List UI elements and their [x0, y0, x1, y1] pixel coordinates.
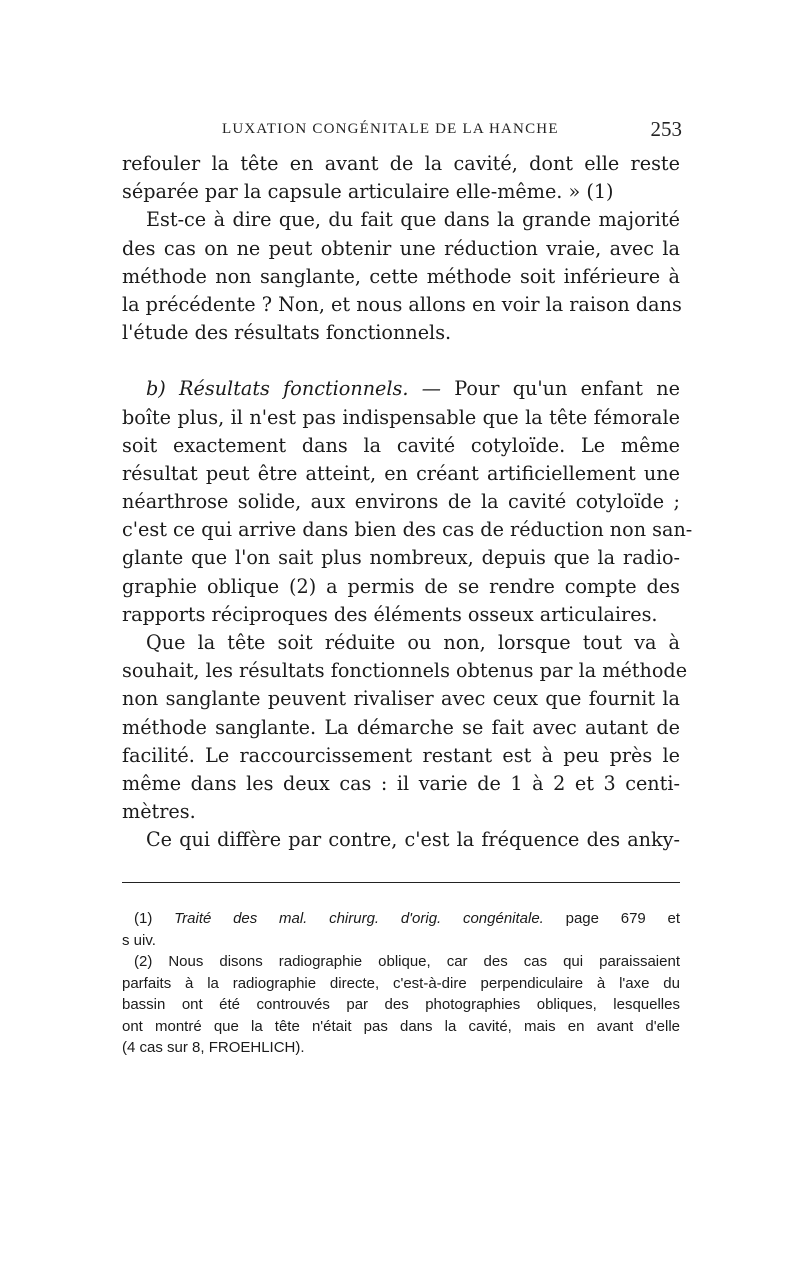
text-line: néarthrose solide, aux environs de la cavité cotyloïde ;	[122, 490, 680, 514]
text-line: résultat peut être atteint, en créant artificiellement une	[122, 461, 680, 485]
running-head: LUXATION CONGÉNITALE DE LA HANCHE	[222, 121, 559, 137]
footnote-title: Traité des mal. chirurg. d'orig. congénitale.	[174, 910, 544, 927]
text-line: Pour qu'un enfant ne	[454, 377, 680, 401]
text-line: méthode non sanglante, cette méthode soit inférieure à	[122, 264, 680, 288]
footnote-2-line: (2) Nous disons radiographie oblique, car des cas qui paraissaient	[134, 953, 680, 970]
paragraph-gap	[122, 347, 680, 375]
text-line: glante que l'on sait plus nombreux, depuis que la radio-	[122, 546, 680, 570]
page-header	[122, 117, 682, 147]
text-line: refouler la tête en avant de la cavité, dont elle reste	[122, 152, 680, 175]
footnote-2-line: parfaits à la radiographie directe, c'est-à-dire perpendiculaire à l'axe du	[122, 974, 680, 992]
text-line: la précédente ? Non, et nous allons en voir la raison dans	[122, 292, 682, 316]
text-line: des cas on ne peut obtenir une réduction vraie, avec la	[122, 236, 680, 260]
footnote-2-line: bassin ont été controuvés par des photographies obliques, lesquelles	[122, 996, 680, 1013]
text-line: méthode sanglante. La démarche se fait avec autant de	[122, 715, 680, 739]
page-number: 253	[650, 117, 682, 141]
text-line: facilité. Le raccourcissement restant est à peu près le	[122, 743, 680, 767]
text-line: Que la tête soit réduite ou non, lorsque tout va à	[146, 631, 680, 654]
text-line: c'est ce qui arrive dans bien des cas de réduction non san-	[122, 518, 693, 542]
text-line: non sanglante peuvent rivaliser avec ceux que fournit la	[122, 687, 680, 711]
section-heading-line	[122, 375, 680, 403]
text-line: mètres.	[122, 800, 196, 824]
main-text	[122, 150, 693, 855]
text-line: soit exactement dans la cavité cotyloïde. Le même	[122, 433, 680, 457]
footnotes	[122, 908, 680, 1059]
text-line: rapports réciproques des éléments osseux articulaires.	[122, 602, 658, 626]
footnote-rule	[122, 882, 680, 883]
footnote-text: page 679 et	[565, 910, 680, 927]
text-line: séparée par la capsule articulaire elle-même. » (1)	[122, 180, 614, 204]
text-line: Est-ce à dire que, du fait que dans la grande majorité	[146, 208, 680, 232]
footnote-marker: (1)	[134, 910, 153, 927]
text-line: souhait, les résultats fonctionnels obtenus par la méthode	[122, 659, 688, 683]
text-line: l'étude des résultats fonctionnels.	[122, 321, 452, 345]
text-line: graphie oblique (2) a permis de se rendre compte des	[122, 574, 680, 598]
text-line: même dans les deux cas : il varie de 1 à 2 et 3 centi-	[122, 771, 680, 795]
text-line: boîte plus, il n'est pas indispensable que la tête fémorale	[122, 405, 680, 429]
text-line: Ce qui diffère par contre, c'est la fréquence des anky-	[146, 828, 680, 852]
footnote-2-line: ont montré que la tête n'était pas dans la cavité, mais en avant d'elle	[122, 1017, 680, 1035]
footnote-2-line: (4 cas sur 8, FROEHLICH).	[122, 1039, 305, 1056]
footnote-1-continued: s uiv.	[122, 931, 156, 949]
footnote-1	[122, 908, 680, 930]
section-label: b) Résultats fonctionnels. —	[146, 377, 441, 401]
